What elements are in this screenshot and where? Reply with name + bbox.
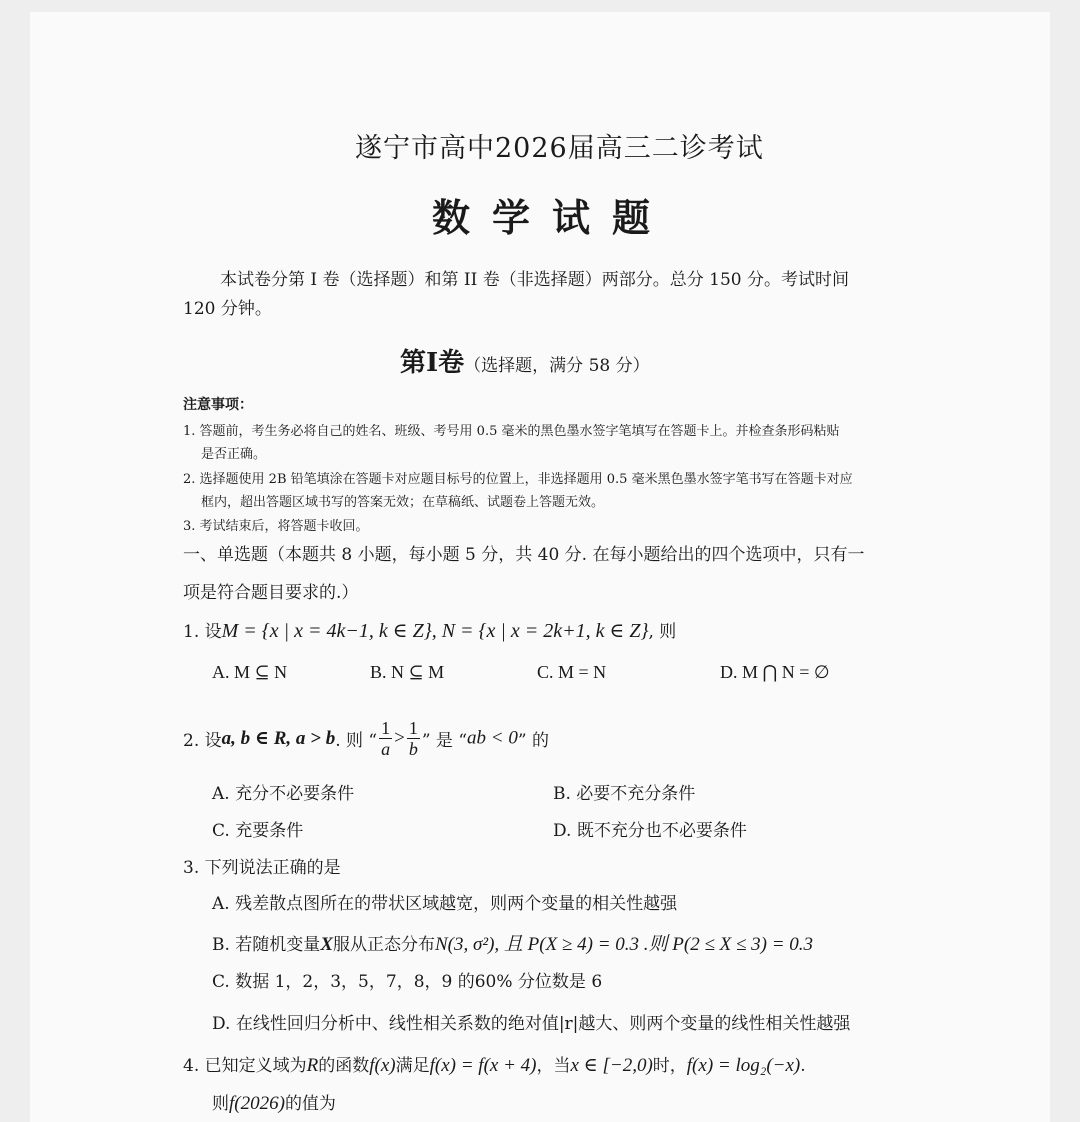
q2-mid2: ” 是 “ <box>421 731 468 751</box>
q2-fraction-1 <box>379 718 392 759</box>
exam-title: 遂宁市高中2026届高三二诊考试 <box>355 133 764 164</box>
q4-text-a: 4. 已知定义域为 <box>183 1056 307 1076</box>
q2-suffix: ” 的 <box>517 731 549 751</box>
note-3: 3. 考试结束后，将答题卡收回。 <box>183 519 369 534</box>
part1-line-1: 一、单选题（本题共 8 小题，每小题 5 分，共 40 分. 在每小题给出的四个选项中，只有一 <box>183 545 865 565</box>
q2-mid1: . 则 “ <box>335 731 378 751</box>
q3-stem: 3. 下列说法正确的是 <box>183 858 341 878</box>
section1-heading-main: 第Ⅰ卷 <box>400 348 465 378</box>
q2-expression-2: ab < 0 <box>467 727 518 749</box>
q4-text-d: ，当 <box>536 1056 571 1076</box>
note-2-line-2: 框内，超出答题区域书写的答案无效；在草稿纸、试题卷上答题无效。 <box>201 495 605 510</box>
q4-line2-math: f(2026) <box>229 1093 285 1114</box>
q4-equation: f(x) = f(x + 4) <box>429 1055 537 1076</box>
note-1-line-1: 1. 答题前，考生务必将自己的姓名、班级、考号用 0.5 毫米的黑色墨水签字笔填写在答题卡上。并检查条形码粘贴 <box>183 424 840 439</box>
q2-fraction-2 <box>407 718 420 759</box>
q2-frac2-num: 1 <box>408 718 418 738</box>
q3-option-c: C. 数据 1，2，3，5，7，8，9 的60% 分位数是 6 <box>212 972 603 992</box>
q3-option-d: D. 在线性回归分析中、线性相关系数的绝对值|r|越大、则两个变量的线性相关性越强 <box>212 1014 851 1034</box>
q3-optB-x: X <box>320 934 333 955</box>
q2-frac1-num: 1 <box>381 718 391 738</box>
q2-option-a: A. 充分不必要条件 <box>212 784 355 804</box>
q1-option-a: A. M ⊆ N <box>212 662 288 682</box>
q4-line2-b: 的值为 <box>284 1094 336 1114</box>
q3-optB-mid: 服从正态分布 <box>333 935 435 955</box>
question-1 <box>183 617 676 643</box>
question-2 <box>183 718 549 759</box>
q2-option-d: D. 既不充分也不必要条件 <box>553 821 747 841</box>
q4-text-f: . <box>800 1056 806 1076</box>
notes-heading: 注意事项： <box>183 397 253 413</box>
q1-prefix: 1. 设 <box>183 622 222 642</box>
q2-condition: a, b ∈ R, a > b <box>221 728 336 749</box>
q4-domain: x ∈ [−2,0) <box>570 1055 653 1076</box>
q2-frac1-den: a <box>381 739 391 759</box>
q2-gt: > <box>394 727 405 749</box>
note-2-line-1: 2. 选择题使用 2B 铅笔填涂在答题卡对应题目标号的位置上，非选择题用 0.5 毫米黑色墨水签字笔书写在答题卡对应 <box>183 472 853 487</box>
q2-frac2-den: b <box>408 739 418 759</box>
q4-text-e: 时， <box>652 1056 687 1076</box>
q2-prefix: 2. 设 <box>183 731 222 751</box>
section1-heading-sub: （选择题，满分 58 分） <box>464 356 650 376</box>
intro-line-2: 120 分钟。 <box>183 299 272 319</box>
q3-optB-math: N(3, σ²), 且 P(X ≥ 4) = 0.3 .则 P(2 ≤ X ≤ 3) = 0.3 <box>435 934 814 955</box>
q1-option-c: C. M = N <box>537 662 607 682</box>
question-4-line-2 <box>212 1089 336 1115</box>
q4-text-b: 的函数 <box>318 1056 370 1076</box>
q3-optB-text: B. 若随机变量 <box>212 935 321 955</box>
q2-option-c: C. 充要条件 <box>212 821 304 841</box>
question-4 <box>183 1051 806 1077</box>
q3-option-b <box>212 929 813 956</box>
q4-text-c: 满足 <box>395 1056 430 1076</box>
subject-title: 数学试题 <box>432 195 673 240</box>
q2-option-b: B. 必要不充分条件 <box>553 784 696 804</box>
section1-heading <box>400 342 650 379</box>
q4-fx: f(x) <box>369 1055 396 1076</box>
q3-option-a: A. 残差散点图所在的带状区域越宽，则两个变量的相关性越强 <box>212 894 678 914</box>
q1-option-d: D. M ⋂ N = ∅ <box>720 662 830 682</box>
q4-line2-a: 则 <box>212 1094 229 1114</box>
q1-suffix: , 则 <box>648 622 677 642</box>
q4-R: R <box>306 1055 319 1076</box>
part1-line-2: 项是符合题目要求的.） <box>183 583 359 603</box>
intro-line-1: 本试卷分第 I 卷（选择题）和第 II 卷（非选择题）两部分。总分 150 分。考试时间 <box>220 270 850 290</box>
q1-option-b: B. N ⊆ M <box>370 662 445 682</box>
q1-expression: M = {x | x = 4k−1, k ∈ Z}, N = {x | x = 2k+1, k ∈ Z} <box>221 620 649 642</box>
note-1-line-2: 是否正确。 <box>201 447 267 462</box>
q4-log: f(x) = log₂(−x) <box>686 1055 801 1076</box>
